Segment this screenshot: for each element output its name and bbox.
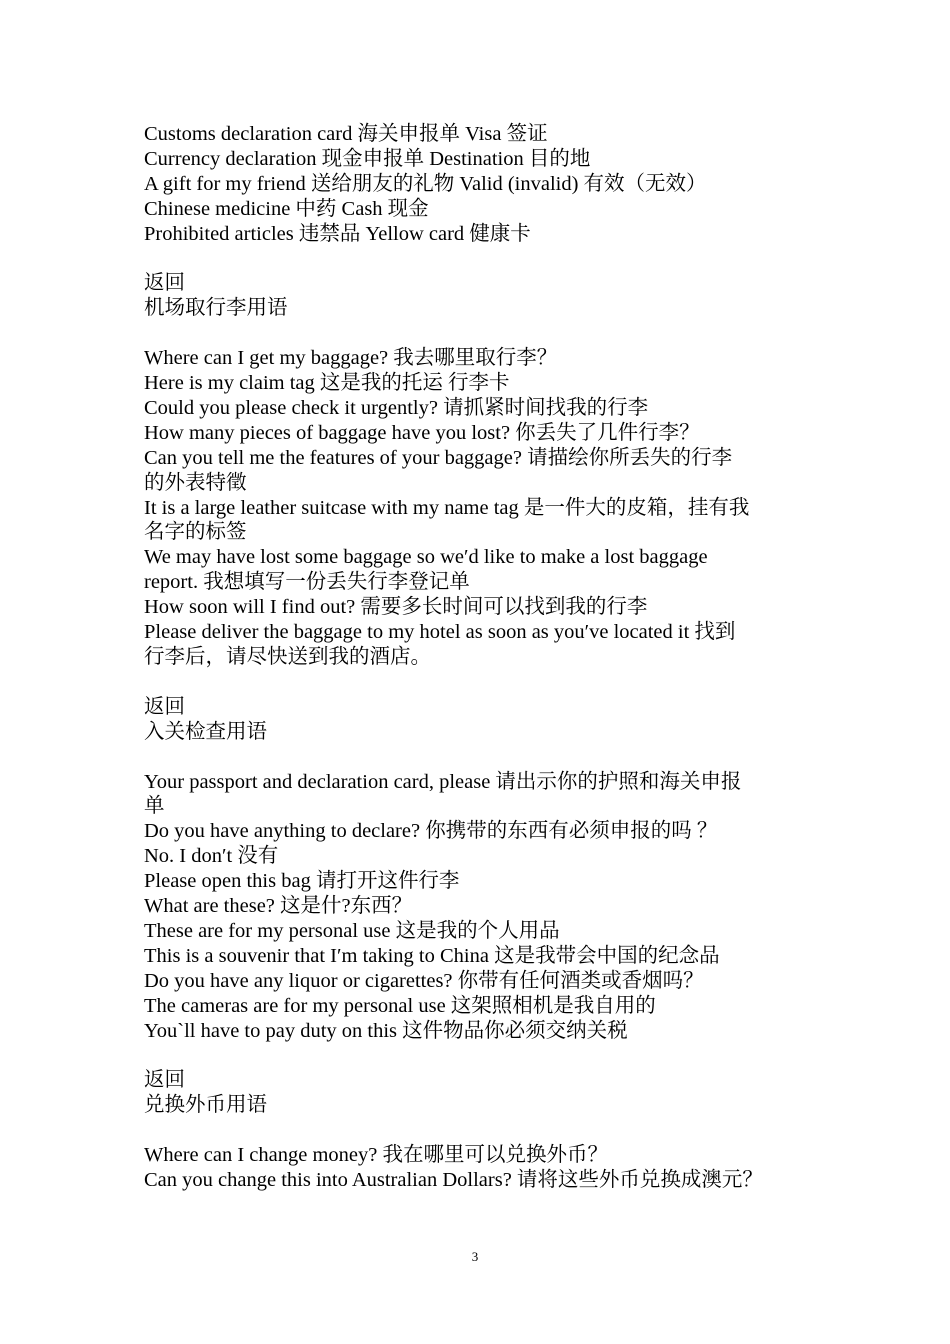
phrase-line: Do you have any liquor or cigarettes? 你带有任何酒类或香烟吗？ <box>144 969 704 992</box>
phrase-line: You`ll have to pay duty on this 这件物品你必须交纳关税 <box>144 1019 628 1042</box>
back-link[interactable]: 返回 <box>144 272 185 295</box>
phrase-line: Your passport and declaration card, please 请出示你的护照和海关申报 <box>144 770 742 793</box>
phrase-line: What are these? 这是什?东西？ <box>144 895 413 918</box>
phrase-line: Do you have anything to declare? 你携带的东西有必须申报的吗 ？ <box>144 820 718 843</box>
phrase-line: 名字的标签 <box>144 521 247 544</box>
phrase-line: It is a large leather suitcase with my name tag 是一件大的皮箱，挂有我 <box>144 496 750 519</box>
section-heading: 机场取行李用语 <box>144 297 288 320</box>
phrase-line: We may have lost some baggage so we′d like to make a lost baggage <box>144 546 708 569</box>
phrase-line: Where can I change money? 我在哪里可以兑换外币？ <box>144 1144 608 1167</box>
phrase-line: Here is my claim tag 这是我的托运 行李卡 <box>144 372 510 395</box>
phrase-line: Can you change this into Australian Dollars? 请将这些外币兑换成澳元？ <box>144 1168 763 1191</box>
back-link[interactable]: 返回 <box>144 1069 185 1092</box>
phrase-line: No. I don′t 没有 <box>144 845 279 868</box>
section-heading: 入关检查用语 <box>144 720 267 743</box>
vocab-line: Chinese medicine 中药 Cash 现金 <box>144 197 429 220</box>
section-exchange <box>144 1068 824 1193</box>
phrase-line: The cameras are for my personal use 这架照相机是我自用的 <box>144 994 656 1017</box>
vocab-line: A gift for my friend 送给朋友的礼物 Valid (invalid) 有效（无效） <box>144 172 707 195</box>
phrase-line: Can you tell me the features of your baggage? 请描绘你所丢失的行李 <box>144 446 733 469</box>
phrase-line: 的外表特徵 <box>144 471 247 494</box>
document-body <box>144 122 824 1193</box>
phrase-line: Could you please check it urgently? 请抓紧时间找我的行李 <box>144 396 649 419</box>
phrase-line: How soon will I find out? 需要多长时间可以找到我的行李 <box>144 596 648 619</box>
section-heading: 兑换外币用语 <box>144 1094 267 1117</box>
vocab-list <box>144 122 824 247</box>
vocab-line: Customs declaration card 海关申报单 Visa 签证 <box>144 123 548 145</box>
phrase-line: Where can I get my baggage? 我去哪里取行李？ <box>144 347 558 370</box>
section-customs <box>144 695 824 1044</box>
phrase-line: report. 我想填写一份丢失行李登记单 <box>144 571 470 594</box>
phrase-line: This is a souvenir that I′m taking to China 这是我带会中国的纪念品 <box>144 944 720 967</box>
phrase-line: Please open this bag 请打开这件行李 <box>144 870 460 893</box>
phrase-line: Please deliver the baggage to my hotel as soon as you′ve located it 找到 <box>144 621 736 644</box>
phrase-line: These are for my personal use 这是我的个人用品 <box>144 919 560 942</box>
phrase-line: 单 <box>144 795 165 818</box>
phrase-line: 行李后，请尽快送到我的酒店。 <box>144 646 431 668</box>
vocab-line: Currency declaration 现金申报单 Destination 目的地 <box>144 147 591 170</box>
page-number: 3 <box>471 1249 479 1264</box>
section-baggage <box>144 271 824 669</box>
vocab-line: Prohibited articles 违禁品 Yellow card 健康卡 <box>144 222 531 245</box>
back-link[interactable]: 返回 <box>144 695 185 718</box>
phrase-line: How many pieces of baggage have you lost? 你丢失了几件行李？ <box>144 421 700 444</box>
